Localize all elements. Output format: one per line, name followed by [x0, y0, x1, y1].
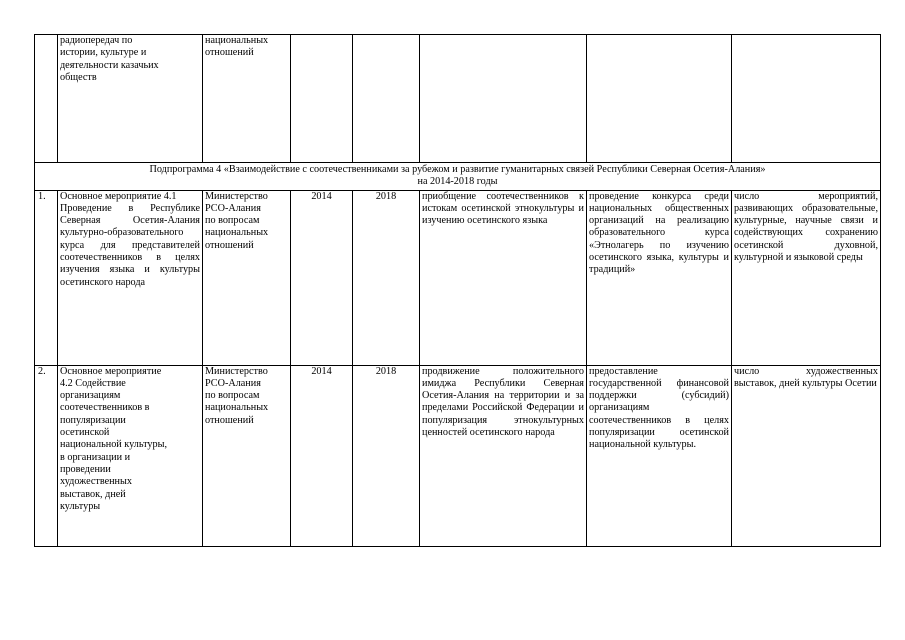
- table-row: [35, 365, 881, 546]
- event-name-cell: радиопередач по истории, культуре и деятельности казачьих обществ: [58, 35, 203, 163]
- row-number-cell: 1.: [35, 190, 58, 365]
- result-cell: проведение конкурса среди национальных общественных организаций на реализацию образовательного курса «Этнолагерь по изучению осетинского языка, культуры и традиций»: [587, 190, 732, 365]
- subprogram-header-row: [35, 163, 881, 191]
- row-number-cell: [35, 35, 58, 163]
- end-year-cell: 2018: [353, 365, 420, 546]
- executor-cell: Министерство РСО-Алания по вопросам национальных отношений: [203, 190, 291, 365]
- executor-cell: Министерство РСО-Алания по вопросам национальных отношений: [203, 365, 291, 546]
- event-name-cell: Основное мероприятие 4.1 Проведение в Республике Северная Осетия-Алания культурно-образовательного курса для представителей соотечественников в целях изучения языка и культуры осетинского народа: [58, 190, 203, 365]
- result-cell: [587, 35, 732, 163]
- start-year-cell: 2014: [291, 190, 353, 365]
- row-number-cell: 2.: [35, 365, 58, 546]
- end-year-cell: 2018: [353, 190, 420, 365]
- document-table: [34, 34, 881, 547]
- direction-cell: продвижение положительного имиджа Республики Северная Осетия-Алания на территории и за пределами Российской Федерации и популяризация этнокультурных ценностей осетинского народа: [420, 365, 587, 546]
- subprogram-title-line2: на 2014-2018 годы: [417, 176, 498, 188]
- subprogram-title-line1: Подпрограмма 4 «Взаимодействие с соотечественниками за рубежом и развитие гуманитарных связей Республики Северная Осетия-Алания»: [149, 164, 766, 175]
- direction-cell: [420, 35, 587, 163]
- start-year-cell: [291, 35, 353, 163]
- subprogram-title: [35, 163, 881, 191]
- start-year-cell: 2014: [291, 365, 353, 546]
- table-row: [35, 190, 881, 365]
- executor-cell: национальных отношений: [203, 35, 291, 163]
- indicator-cell: число художественных выставок, дней культуры Осетии: [732, 365, 881, 546]
- table-row-continuation: [35, 35, 881, 163]
- event-name-cell: Основное мероприятие 4.2 Содействие организациям соотечественников в популяризации осетинской национальной культуры, в организации и проведении художественных выставок, дней культуры: [58, 365, 203, 546]
- end-year-cell: [353, 35, 420, 163]
- indicator-cell: число мероприятий, развивающих образовательные, культурные, научные связи и содействующих сохранению осетинской духовной, культурной и языковой среды: [732, 190, 881, 365]
- indicator-cell: [732, 35, 881, 163]
- result-cell: предоставление государственной финансовой поддержки (субсидий) организациям соотечественников в целях популяризации осетинской национальной культуры.: [587, 365, 732, 546]
- direction-cell: приобщение соотечественников к истокам осетинской этнокультуры и изучению осетинского языка: [420, 190, 587, 365]
